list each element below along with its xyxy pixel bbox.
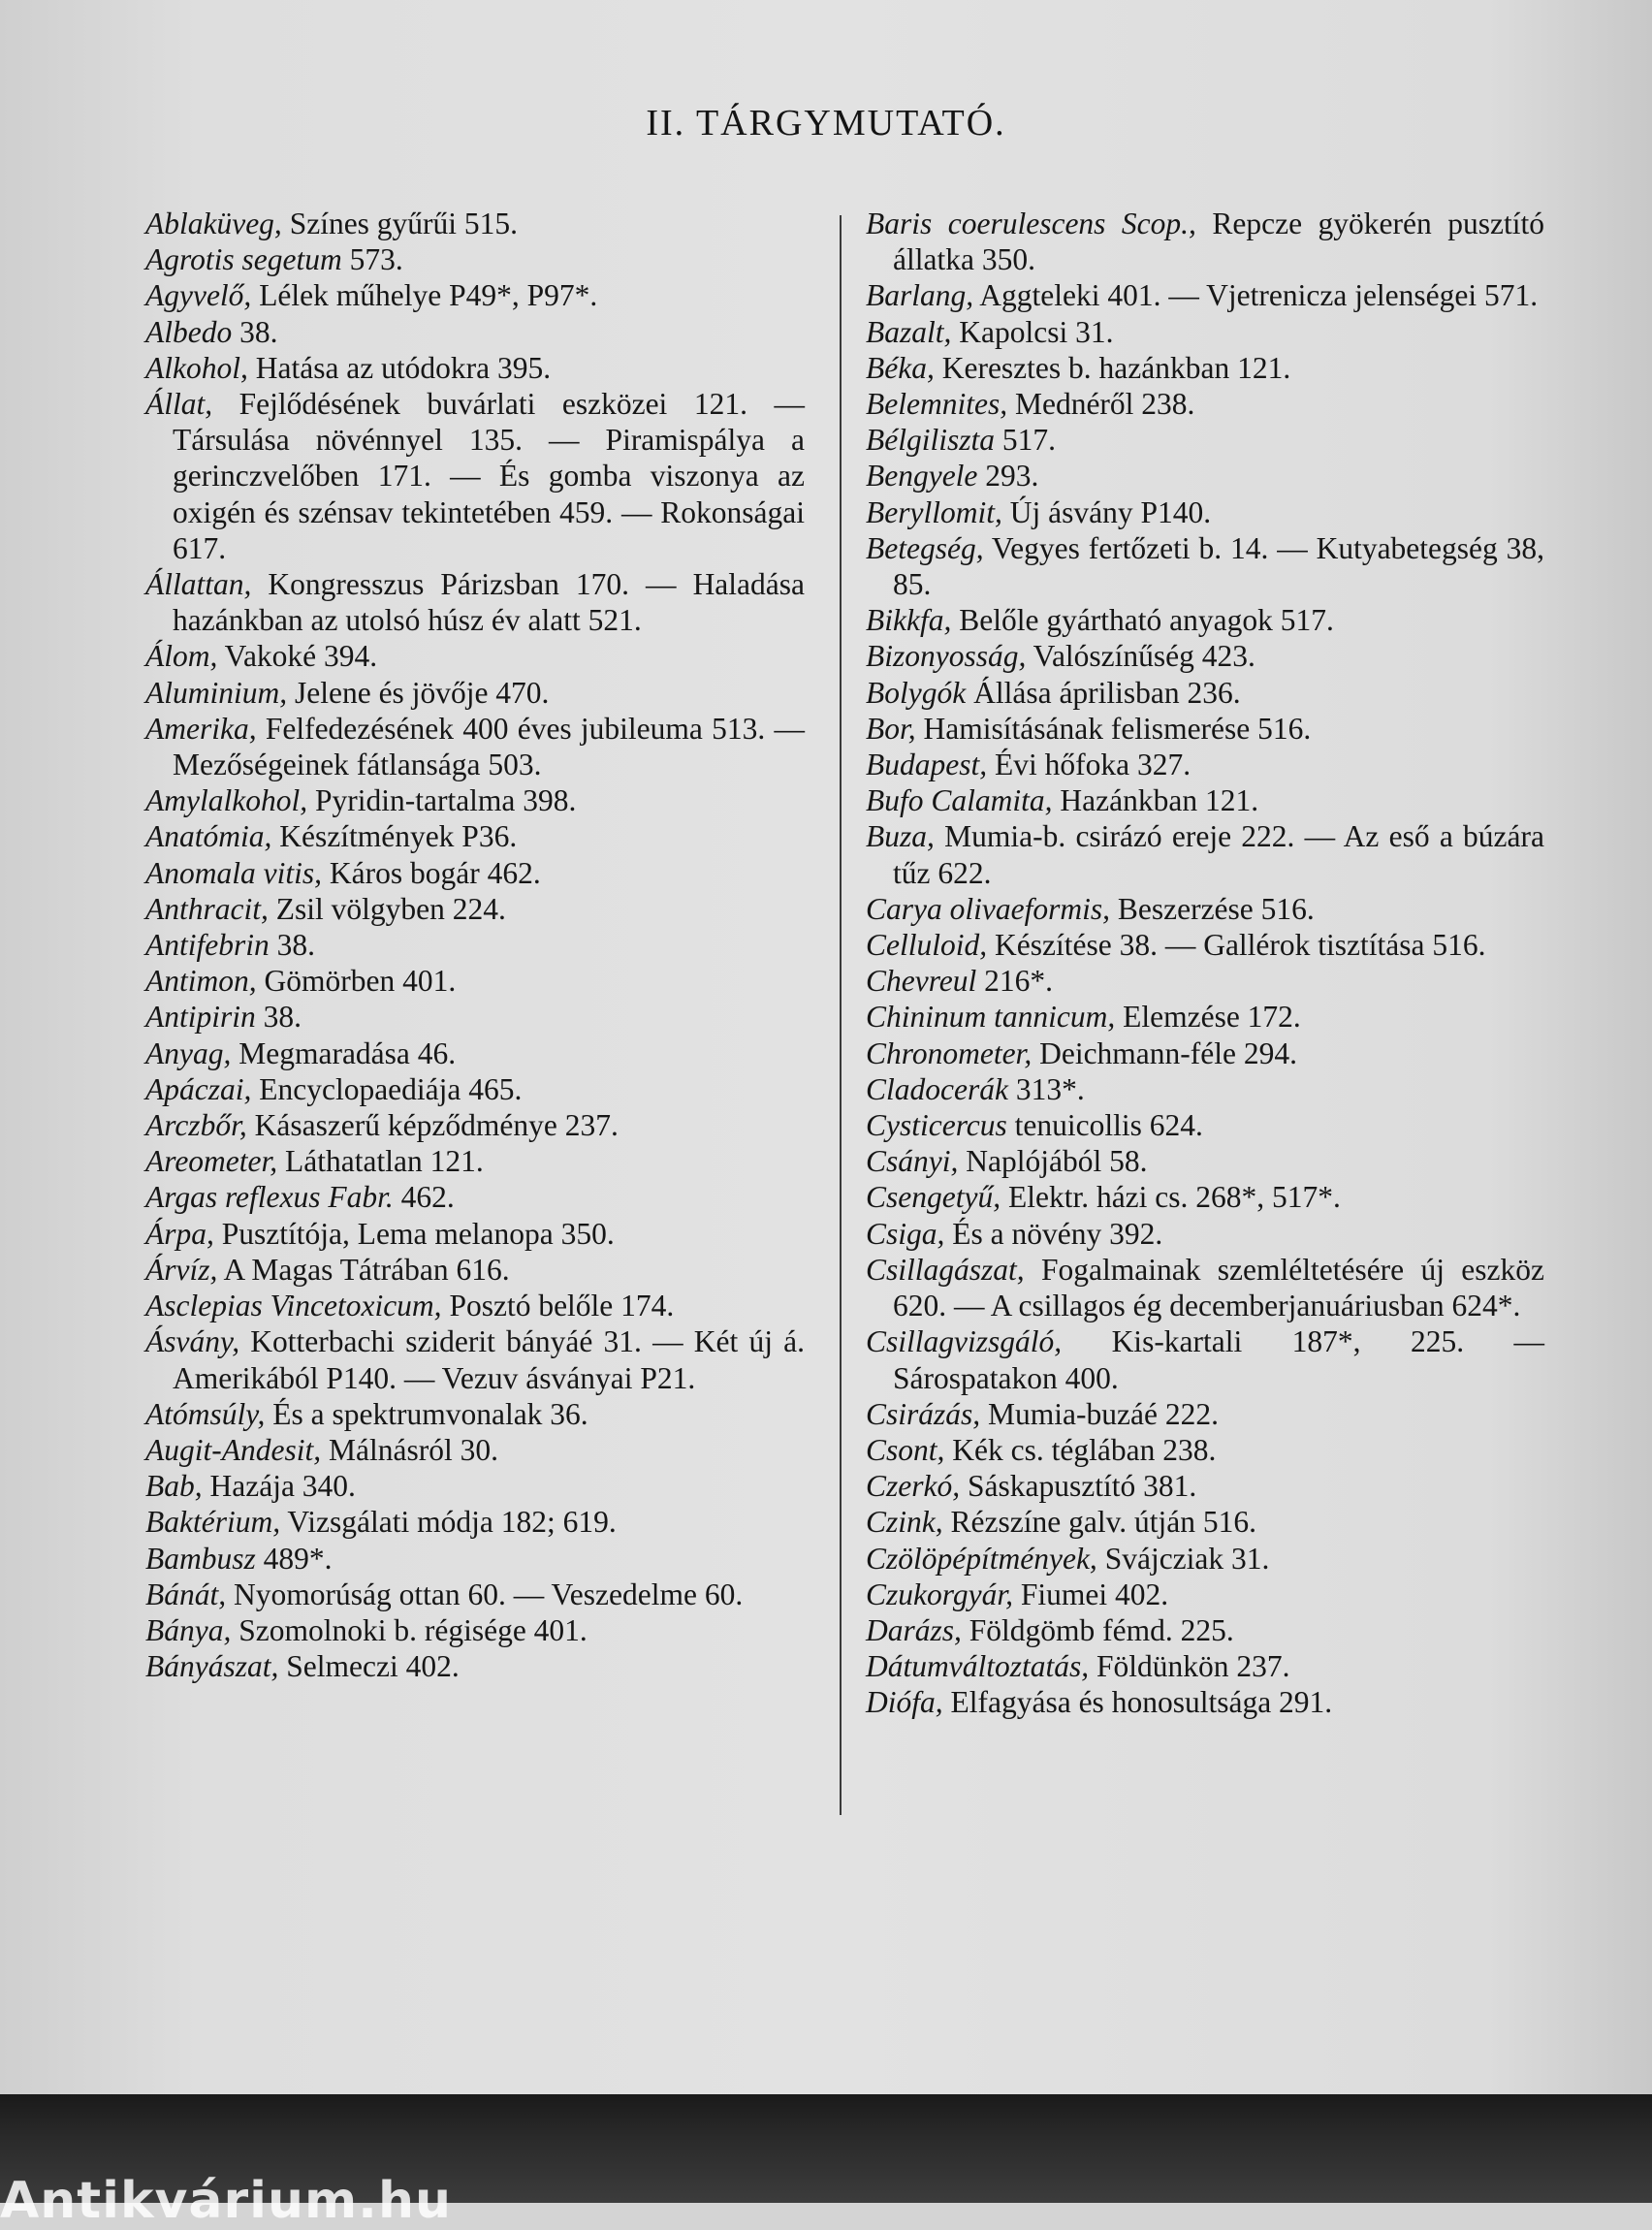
index-entry xyxy=(145,386,805,566)
index-entry xyxy=(866,782,1544,818)
index-references: 38. xyxy=(269,928,315,963)
index-entry xyxy=(145,1541,805,1577)
index-entry xyxy=(145,711,805,782)
index-entry xyxy=(145,1323,805,1395)
index-term: Czölöpépítmények, xyxy=(866,1541,1097,1576)
index-term: Anthracit, xyxy=(145,891,269,926)
index-term: Antimon, xyxy=(145,964,257,999)
index-term: Anatómia, xyxy=(145,819,272,854)
index-entry xyxy=(866,350,1544,386)
index-entry xyxy=(145,1612,805,1648)
index-term: Bufo Calamita, xyxy=(866,783,1053,818)
index-entry xyxy=(866,277,1544,313)
index-entry xyxy=(145,1071,805,1107)
page-title: II. TÁRGYMUTATÓ. xyxy=(646,103,1006,143)
index-references: Hazája 340. xyxy=(202,1469,356,1504)
index-term: Álom, xyxy=(145,639,218,674)
index-term: Chininum tannicum, xyxy=(866,1000,1116,1035)
index-entry xyxy=(145,1396,805,1432)
index-term: Budapest, xyxy=(866,748,988,782)
watermark: Antikvárium.hu xyxy=(0,2172,452,2230)
index-references: Aggteleki 401. — Vjetrenicza jelenségei 571. xyxy=(973,278,1539,313)
index-term: Asclepias Vincetoxicum, xyxy=(145,1289,442,1323)
index-references: Mumia-buzáé 222. xyxy=(980,1396,1219,1431)
index-term: Chronometer, xyxy=(866,1035,1032,1070)
index-entry xyxy=(145,891,805,927)
index-references: Megmaradása 46. xyxy=(231,1035,457,1070)
index-term: Állattan, xyxy=(145,567,252,602)
index-term: Czukorgyár, xyxy=(866,1577,1013,1611)
index-references: Gömörben 401. xyxy=(256,964,457,999)
index-entry xyxy=(866,1612,1544,1648)
index-term: Csillagászat, xyxy=(866,1252,1025,1287)
index-entry xyxy=(145,314,805,350)
index-term: Bengyele xyxy=(866,459,978,494)
index-entry xyxy=(866,1432,1544,1468)
index-entry xyxy=(866,1143,1544,1179)
index-term: Bor, xyxy=(866,711,916,746)
index-term: Baktérium, xyxy=(145,1505,281,1540)
index-references: Lélek műhelye P49*, P97*. xyxy=(251,278,598,313)
index-entry xyxy=(145,1179,805,1215)
index-references: Elektr. házi cs. 268*, 517*. xyxy=(1001,1180,1341,1215)
column-divider xyxy=(840,215,842,1815)
index-term: Bab, xyxy=(145,1469,203,1504)
index-entry xyxy=(145,1468,805,1504)
index-references: Színes gyűrűi 515. xyxy=(281,207,519,240)
index-references: Selmeczi 402. xyxy=(278,1649,460,1684)
index-references: Pusztítója, Lema melanopa 350. xyxy=(213,1216,615,1251)
index-column-left xyxy=(145,206,805,1684)
index-entry xyxy=(145,1107,805,1143)
index-entry xyxy=(866,1648,1544,1684)
index-references: Kongresszus Párizsban 170. — Haladása hazánkban az utolsó húsz év alatt 521. xyxy=(173,567,805,638)
index-entry xyxy=(866,1396,1544,1432)
index-entry xyxy=(866,927,1544,963)
index-entry xyxy=(145,566,805,638)
index-term: Bolygók xyxy=(866,675,967,710)
index-references: Fejlődésének buvárlati eszközei 121. — Társulása növénnyel 135. — Piramispálya a gerinczvelőben 171. — És gomba viszonya az oxigén és szénsav tekintetében 459. — Rokonságai 617. xyxy=(173,387,805,565)
index-references: Kék cs. téglában 238. xyxy=(944,1432,1217,1467)
index-references: Pyridin-tartalma 398. xyxy=(307,783,577,818)
index-entry xyxy=(866,314,1544,350)
index-references: És a spektrumvonalak 36. xyxy=(265,1396,588,1431)
index-references: Felfedezésének 400 éves jubileuma 513. — Mezőségeinek fátlansága 503. xyxy=(173,711,805,782)
index-entry xyxy=(866,1252,1544,1323)
index-references: Készítése 38. — Gallérok tisztítása 516. xyxy=(987,928,1486,963)
index-references: Posztó belőle 174. xyxy=(441,1289,675,1323)
index-references: Deichmann-féle 294. xyxy=(1032,1035,1297,1070)
index-references: Szomolnoki b. régisége 401. xyxy=(231,1612,588,1647)
index-references: Beszerzése 516. xyxy=(1110,891,1315,926)
index-term: Bánya, xyxy=(145,1612,232,1647)
index-entry xyxy=(866,206,1544,277)
index-term: Diófa, xyxy=(866,1685,943,1720)
index-entry xyxy=(866,1035,1544,1071)
index-term: Barlang, xyxy=(866,278,974,313)
index-entry xyxy=(145,1504,805,1540)
index-references: Mumia-b. csirázó ereje 222. — Az eső a búzára tűz 622. xyxy=(893,819,1544,890)
index-entry xyxy=(145,638,805,674)
index-term: Bazalt, xyxy=(866,314,952,349)
index-references: Vegyes fertőzeti b. 14. — Kutyabetegség 38, 85. xyxy=(893,530,1544,602)
index-references: 293. xyxy=(977,459,1039,494)
index-entry xyxy=(145,206,805,241)
index-term: Belemnites, xyxy=(866,387,1008,422)
index-term: Alkohol, xyxy=(145,350,248,385)
index-references: És a növény 392. xyxy=(944,1216,1163,1251)
index-term: Csillagvizsgáló, xyxy=(866,1324,1063,1359)
index-term: Agrotis segetum xyxy=(145,242,342,277)
index-entry xyxy=(866,458,1544,494)
index-term: Augit-Andesit, xyxy=(145,1432,322,1467)
index-term: Anomala vitis, xyxy=(145,855,322,890)
index-entry xyxy=(866,818,1544,890)
index-entry xyxy=(866,422,1544,458)
index-references: Kotterbachi sziderit bányáé 31. — Két új á. Amerikából P140. — Vezuv ásványai P21. xyxy=(173,1324,805,1395)
index-entry xyxy=(866,711,1544,747)
index-references: Mednéről 238. xyxy=(1007,387,1195,422)
index-entry xyxy=(866,1323,1544,1395)
index-references: Encyclopaediája 465. xyxy=(251,1071,523,1106)
index-references: Elfagyása és honosultsága 291. xyxy=(942,1685,1333,1720)
index-references: Vakoké 394. xyxy=(217,639,378,674)
index-references: Hamisításának felismerése 516. xyxy=(915,711,1312,746)
index-references: Sáskapusztító 381. xyxy=(960,1469,1197,1504)
index-entry xyxy=(866,747,1544,782)
index-term: Anyag, xyxy=(145,1035,232,1070)
index-entry xyxy=(866,1071,1544,1107)
index-entry xyxy=(866,1684,1544,1720)
index-entry xyxy=(866,494,1544,530)
index-references: Nyomorúság ottan 60. — Veszedelme 60. xyxy=(226,1577,744,1611)
index-term: Betegség, xyxy=(866,530,984,565)
index-entry xyxy=(145,999,805,1035)
index-term: Árvíz, xyxy=(145,1252,218,1287)
index-references: 216*. xyxy=(976,964,1054,999)
index-term: Csirázás, xyxy=(866,1396,981,1431)
index-entry xyxy=(866,963,1544,999)
index-term: Amerika, xyxy=(145,711,257,746)
index-term: Cysticercus xyxy=(866,1108,1007,1143)
index-entry xyxy=(145,855,805,891)
index-entry xyxy=(145,277,805,313)
index-references: 462. xyxy=(393,1180,455,1215)
index-column-right xyxy=(866,206,1544,1721)
index-term: Bányászat, xyxy=(145,1649,279,1684)
index-references: Kis-kartali 187*, 225. — Sárospatakon 400. xyxy=(893,1324,1544,1395)
index-references: Elemzése 172. xyxy=(1115,1000,1301,1035)
index-entry xyxy=(866,386,1544,422)
index-references: Rézszíne galv. útján 516. xyxy=(942,1505,1257,1540)
index-entry xyxy=(145,927,805,963)
index-term: Atómsúly, xyxy=(145,1396,266,1431)
index-term: Buza, xyxy=(866,819,935,854)
index-term: Antifebrin xyxy=(145,928,270,963)
index-references: Fogalmainak szemléltetésére új eszköz 620. — A csillagos ég decemberjanuáriusban 624*. xyxy=(893,1252,1544,1323)
index-entry xyxy=(866,1541,1544,1577)
index-references: 489*. xyxy=(255,1541,333,1576)
index-entry xyxy=(145,1577,805,1612)
index-term: Argas reflexus Fabr. xyxy=(145,1180,394,1215)
index-entry xyxy=(145,1035,805,1071)
index-term: Aluminium, xyxy=(145,675,288,710)
index-entry xyxy=(866,1179,1544,1215)
index-term: Csiga, xyxy=(866,1216,945,1251)
index-entry xyxy=(866,999,1544,1035)
index-entry xyxy=(866,530,1544,602)
index-references: A Magas Tátrában 616. xyxy=(217,1252,510,1287)
index-term: Béka, xyxy=(866,350,935,385)
index-references: Láthatatlan 121. xyxy=(277,1144,484,1179)
index-term: Cladocerák xyxy=(866,1071,1008,1106)
index-term: Darázs, xyxy=(866,1612,962,1647)
index-references: Jelene és jövője 470. xyxy=(287,675,550,710)
index-references: Svájcziak 31. xyxy=(1096,1541,1270,1576)
index-term: Csányi, xyxy=(866,1144,959,1179)
index-references: Málnásról 30. xyxy=(321,1432,498,1467)
index-entry xyxy=(145,818,805,854)
index-references: 38. xyxy=(232,314,278,349)
index-term: Állat, xyxy=(145,387,213,422)
index-entry xyxy=(145,241,805,277)
index-entry xyxy=(145,1648,805,1684)
index-references: Belőle gyártható anyagok 517. xyxy=(951,603,1334,638)
index-term: Bélgiliszta xyxy=(866,423,995,458)
index-references: Új ásvány P140. xyxy=(1001,494,1212,529)
index-term: Czink, xyxy=(866,1505,943,1540)
index-references: Naplójából 58. xyxy=(958,1144,1148,1179)
index-entry xyxy=(145,963,805,999)
index-term: Bánát, xyxy=(145,1577,227,1611)
index-references: Kapolcsi 31. xyxy=(951,314,1114,349)
index-references: tenuicollis 624. xyxy=(1006,1108,1203,1143)
index-entry xyxy=(866,602,1544,638)
index-term: Albedo xyxy=(145,314,233,349)
index-entry xyxy=(145,1252,805,1288)
index-term: Areometer, xyxy=(145,1144,278,1179)
index-references: Vizsgálati módja 182; 619. xyxy=(280,1505,617,1540)
index-entry xyxy=(145,1432,805,1468)
index-entry xyxy=(866,638,1544,674)
index-references: Káros bogár 462. xyxy=(322,855,541,890)
index-term: Dátumváltoztatás, xyxy=(866,1649,1090,1684)
index-references: Hazánkban 121. xyxy=(1052,783,1259,818)
index-term: Amylalkohol, xyxy=(145,783,308,818)
index-references: Repcze gyökerén pusztító állatka 350. xyxy=(893,207,1544,277)
index-entry xyxy=(145,1288,805,1323)
index-term: Csont, xyxy=(866,1432,945,1467)
index-term: Chevreul xyxy=(866,964,977,999)
index-references: Zsil völgyben 224. xyxy=(268,891,506,926)
index-term: Celluloid, xyxy=(866,928,988,963)
index-entry xyxy=(145,1143,805,1179)
index-references: Hatása az utódokra 395. xyxy=(247,350,552,385)
index-references: Állása áprilisban 236. xyxy=(966,675,1241,710)
index-term: Árpa, xyxy=(145,1216,214,1251)
index-references: 573. xyxy=(341,242,403,277)
index-entry xyxy=(866,1577,1544,1612)
index-references: Keresztes b. hazánkban 121. xyxy=(934,350,1291,385)
index-term: Agyvelő, xyxy=(145,278,252,313)
index-references: 313*. xyxy=(1007,1071,1085,1106)
index-references: Készítmények P36. xyxy=(271,819,518,854)
index-entry xyxy=(866,675,1544,711)
index-entry xyxy=(145,350,805,386)
index-term: Bikkfa, xyxy=(866,603,952,638)
index-entry xyxy=(145,675,805,711)
index-references: 517. xyxy=(995,423,1056,458)
index-term: Bizonyosság, xyxy=(866,639,1027,674)
index-term: Beryllomit, xyxy=(866,494,1002,529)
index-term: Czerkó, xyxy=(866,1469,961,1504)
index-entry xyxy=(145,1216,805,1252)
index-references: Fiumei 402. xyxy=(1012,1577,1169,1611)
index-term: Carya olivaeformis, xyxy=(866,891,1110,926)
index-references: Kásaszerű képződménye 237. xyxy=(246,1108,619,1143)
index-entry xyxy=(866,1504,1544,1540)
index-entry xyxy=(145,782,805,818)
index-term: Arczbőr, xyxy=(145,1108,247,1143)
index-references: 38. xyxy=(255,1000,302,1035)
index-references: Földünkön 237. xyxy=(1089,1649,1290,1684)
index-references: Valószínűség 423. xyxy=(1026,639,1255,674)
index-term: Antipirin xyxy=(145,1000,256,1035)
index-term: Bambusz xyxy=(145,1541,256,1576)
index-term: Ablaküveg, xyxy=(145,207,282,240)
index-term: Apáczai, xyxy=(145,1071,252,1106)
index-entry xyxy=(866,1468,1544,1504)
index-term: Baris coerulescens Scop., xyxy=(866,207,1196,240)
index-term: Csengetyű, xyxy=(866,1180,1001,1215)
index-entry xyxy=(866,1107,1544,1143)
index-entry xyxy=(866,891,1544,927)
index-term: Ásvány, xyxy=(145,1324,240,1359)
index-entry xyxy=(866,1216,1544,1252)
index-references: Évi hőfoka 327. xyxy=(987,748,1191,782)
index-references: Földgömb fémd. 225. xyxy=(961,1612,1234,1647)
